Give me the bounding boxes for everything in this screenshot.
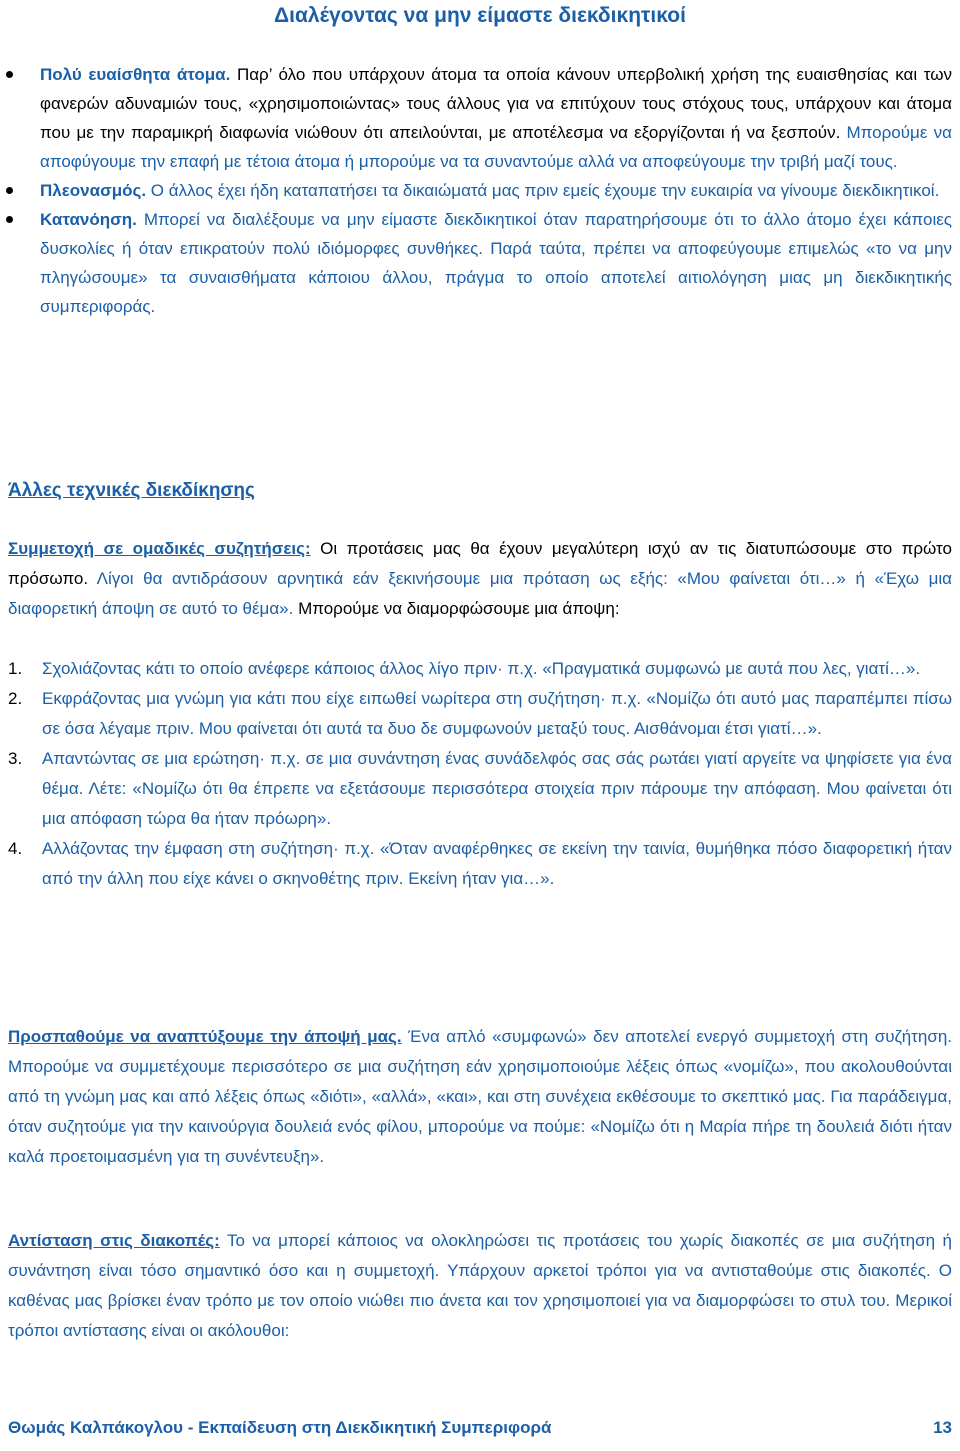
numbered-list xyxy=(8,654,952,894)
bullet-text: Παρ’ όλο που υπάρχουν άτομα τα οποία κάνουν υπερβολική χρήση της ευαισθησίας και των φανερών αδυναμιών τους, «χρησιμοποιώντας» τους άλλους για να επιτύχουν τους στόχους τους, υπάρχουν και άτομα που με την παραμικρή διαφωνία νιώθουν ότι απειλούνται, με αποτέλεσμα να εξοργίζονται ή να ξεσπούν. xyxy=(40,65,952,142)
paragraph-text: Ένα απλό «συμφωνώ» δεν αποτελεί ενεργό συμμετοχή στη συζήτηση. Μπορούμε να συμμετέχουμε περισσότερο σε μια συζήτηση εάν χρησιμοποιούμε λέξεις όπως «νομίζω», που ακολουθούνται από τη γνώμη μας και από λέξεις όπως «διότι», «αλλά», «και», και στη συνέχεια εκθέσουμε το σκεπτικό μας. Για παράδειγμα, όταν συζητούμε για την καινούργια δουλειά ενός φίλου, μπορούμε να πούμε: «Νομίζω ότι η Μαρία πήρε τη δουλειά διότι ήταν καλά προετοιμασμένη για τη συνέντευξη». xyxy=(8,1027,952,1166)
numbered-item xyxy=(8,744,952,834)
interruptions-paragraph xyxy=(8,1226,952,1346)
item-text: Απαντώντας σε μια ερώτηση· π.χ. σε μια συνάντηση ένας συνάδελφός σας σάς ρωτάει γιατί αργείτε να ψηφίσετε για ένα θέμα. Λέτε: «Νομίζω ότι θα έπρεπε να εξετάσουμε περισσότερα στοιχεία πριν πάρουμε την απόφαση. Μου φαίνεται ότι μια απόφαση τώρα θα ήταν πρόωρη». xyxy=(42,749,952,828)
numbered-item xyxy=(8,834,952,894)
item-text: Σχολιάζοντας κάτι το οποίο ανέφερε κάποιος άλλος λίγο πριν· π.χ. «Πραγματικά συμφωνώ με αυτά που λες, γιατί…». xyxy=(42,659,921,678)
bullet-list xyxy=(0,60,960,321)
item-number: 2. xyxy=(8,689,23,708)
bullet-text-highlight: Μπορούμε να αποφύγουμε την επαφή με τέτοια άτομα ή μπορούμε να τα συναντούμε αλλά να αποφεύγουμε την τριβή μαζί τους. xyxy=(40,123,952,171)
footer-text: Θωμάς Καλπάκογλου - Εκπαίδευση στη Διεκδικητική Συμπεριφορά xyxy=(8,1418,552,1437)
page-footer xyxy=(8,1414,952,1442)
item-number: 1. xyxy=(8,659,23,678)
section-heading: Άλλες τεχνικές διεκδίκησης xyxy=(8,480,255,501)
bullet-heading: Πλεονασμός. xyxy=(40,181,147,200)
paragraph-text: Το να μπορεί κάποιος να ολοκληρώσει τις προτάσεις του χωρίς διακοπές σε μια συζήτηση ή συνάντηση είναι τόσο σημαντικό όσο και η συμμετοχή. Υπάρχουν αρκετοί τρόποι για να αντισταθούμε στις διακοπές. Ο καθένας μας βρίσκει έναν τρόπο με τον οποίο νιώθει πιο άνετα και τον χρησιμοποιεί για να διαμορφώσει το στυλ του. Μερικοί τρόποι αντίστασης είναι οι ακόλουθοι: xyxy=(8,1231,952,1340)
bullet-dot-icon xyxy=(6,216,13,223)
group-participation-paragraph xyxy=(8,534,952,624)
bullet-heading: Πολύ ευαίσθητα άτομα. xyxy=(40,65,231,84)
bullet-text-highlight: Ο άλλος έχει ήδη καταπατήσει τα δικαιώματά μας πριν εμείς έχουμε την ευκαιρία να γίνουμε διεκδικητικοί. xyxy=(146,181,940,200)
bullet-item xyxy=(0,60,960,176)
page-number: 13 xyxy=(933,1418,952,1437)
bullet-item xyxy=(0,176,960,205)
bullet-dot-icon xyxy=(6,71,13,78)
bullet-dot-icon xyxy=(6,187,13,194)
paragraph-heading: Συμμετοχή σε ομαδικές συζητήσεις: xyxy=(8,539,311,558)
bullet-item xyxy=(0,205,960,321)
numbered-item xyxy=(8,654,952,684)
paragraph-heading: Αντίσταση στις διακοπές: xyxy=(8,1231,220,1250)
page-title: Διαλέγοντας να μην είμαστε διεκδικητικοί xyxy=(274,4,686,27)
paragraph-text-highlight: Λίγοι θα αντιδράσουν αρνητικά εάν ξεκινήσουμε μια πρόταση ως εξής: «Μου φαίνεται ότι…» ή «Έχω μια διαφορετική άποψη σε αυτό το θέμα». xyxy=(8,569,952,618)
develop-view-paragraph xyxy=(8,1022,952,1172)
item-text: Εκφράζοντας μια γνώμη για κάτι που είχε ειπωθεί νωρίτερα στη συζήτηση· π.χ. «Νομίζω ότι αυτό μας παραπέμπει πίσω σε όσα λέγαμε πριν. Μου φαίνεται ότι αυτά τα δυο δε συμφωνούν μεταξύ τους. Αισθάνομαι έτσι γιατί…». xyxy=(42,689,952,738)
paragraph-text: Οι προτάσεις μας θα έχουν μεγαλύτερη ισχύ αν τις διατυπώσουμε στο πρώτο πρόσωπο. xyxy=(8,539,952,588)
bullet-heading: Κατανόηση. xyxy=(40,210,137,229)
item-number: 3. xyxy=(8,749,23,768)
paragraph-text: Μπορούμε να διαμορφώσουμε μια άποψη: xyxy=(293,599,620,618)
item-text: Αλλάζοντας την έμφαση στη συζήτηση· π.χ. «Όταν αναφέρθηκες σε εκείνη την ταινία, θυμήθηκα πόσο διαφορετική ήταν από την άλλη που είχε κάνει ο σκηνοθέτης πριν. Εκείνη ήταν για…». xyxy=(42,839,952,888)
item-number: 4. xyxy=(8,839,23,858)
paragraph-heading: Προσπαθούμε να αναπτύξουμε την άποψή μας. xyxy=(8,1027,402,1046)
bullet-text-highlight: Μπορεί να διαλέξουμε να μην είμαστε διεκδικητικοί όταν παρατηρήσουμε ότι το άλλο άτομο έχει κάποιες δυσκολίες ή όταν επικρατούν πολύ ιδιόμορφες συνθήκες. Παρά ταύτα, πρέπει να αποφεύγουμε επιμελώς «το να μην πληγώσουμε» τα συναισθήματα κάποιου άλλου, πράγμα το οποίο αποτελεί αιτιολόγηση μιας μη διεκδικητικής συμπεριφοράς. xyxy=(40,210,952,316)
numbered-item xyxy=(8,684,952,744)
